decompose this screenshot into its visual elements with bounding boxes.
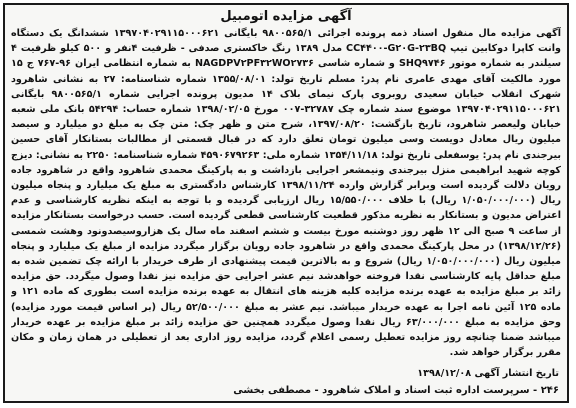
notice-body-paragraph: آگهی مزایده مال منقول اسناد ذمه پرونده اجرائی ۹۸۰۰۵۶۵/۱ بایگانی ۱۳۹۷۰۴۰۲۹۱۱۵۰۰۰۶۲۱ ششدانگ یک دستگاه وانت کاپرا دوکابین تیپ CC۴۴۰۰-G۲۰G-۲۳BQ مدل ۱۳۸۹ رنگ خاکستری صدفی - ظرفیت ۴نفر و ۵۰۰ کیلو ظرفیت ۴ سیلندر به شماره موتور SHQ۹۷۴۶ و شماره شاسی NAGDPV۲PF۳۲WO۲۷۳۶ به شماره انتظامی ایران ۹۶-۷۶۷ ج ۱۵ مورد مالکیت آقای مهدی عامری نام پدر: مسلم تاریخ تولد: ۱۳۵۵/۰۸/۰۱ شماره شناسنامه: ۲۷ به نشانی شاهرود شهرک انقلاب خیابان سعیدی روبروی پارک نیمای بلاک ۱۴ مدیون پرونده اجرایی شماره ۹۸۰۰۵۶۵/۱ بایگانی ۱۳۹۷۰۴۰۲۹۱۱۵۰۰۰۶۲۱ موضوع سند شماره چک ۳۲۷۸۷-۰۰۷ مورخ ۱۳۹۸/۰۲/۰۵ شماره حساب: ۵۴۲۹۴ بانک ملی شعبه خیابان ولیعصر شاهرود، تاریخ بازگشت: ۱۳۹۷/۰۸/۲۰، شرح متن و ظهر چک: متن چک به مبلغ دو میلیارد و سیصد میلیون ریال معادل دویست وسی میلیون تومان تعلق دارد که در قبال قسمتی از مطالبات بستانکار آقای حسین بیرجندی نام پدر: یوسفعلی تاریخ تولد: ۱۳۵۴/۱۱/۱۸ شماره ملی: ۴۵۹۰۶۷۹۲۶۳ شماره شناسنامه: ۲۲۵۰ به نشانی: دیزج کوچه شهید ابراهیمی منزل بیرجندی ونیمشعر اجرایی بازداشت و به پارکینگ محمدی شاهرود واقع در شاهرود جاده رویان دلالت گردیده است وبرابر گزارش وارده ۱۳۹۸/۱۱/۲۴ کارشناس دادگستری به مبلغ یک میلیارد و پنجاه میلیون ریال (۱/۰۵۰/۰۰۰/۰۰۰ ریال) با خلاف ۱۵/۵۵۰/۰۰۰ ریال ارزیابی گردیده و با توجه به اینکه نظریه کارشناسی و عدم اعتراض مدیون و بستانکار به نظریه مذکور قطعیت کارشناسی قطعی گردیده است. حسب درخواست بستانکار مزایده از ساعت ۹ صبح الی ۱۲ ظهر روز دوشنبه مورخ بیست و ششم اسفند ماه سال یک هزاروسیصدونود وهشت شمسی (۱۳۹۸/۱۲/۲۶) در محل پارکینگ محمدی واقع در شاهرود جاده رویان برگزار میگردد مزایده از مبلغ یک میلیارد و پنجاه میلیون ریال (۱/۰۵۰/۰۰۰/۰۰۰ ریال) شروع و به بالاترین قیمت پیشنهادی از طرف خریدار با ارائه چک تضمین شده به مبلغ حداقل پایه کارشناسی نقدا فروخته خواهدشد نیم عشر اجرایی حق مزایده نیز نقدا وصول میگردد. حق مزایده زائد بر مبلغ مزایده به عهده برنده مزایده کلیه هزینه های انتقال به عهده برنده مزایده است بطوری که ماده ۱۲۱ و ماده ۱۲۵ آئین نامه اجرا به عهده خریدار میباشد. نیم عشر به مبلغ ۵۲/۵۰۰/۰۰۰ ریال (بر اساس قیمت مورد مزایده) وحق مزایده به مبلغ ۶۳/۰۰۰/۰۰۰ ریال نقدا وصول میگردد همچنین حق مزایده زائد بر مبلغ مزایده بر عهده خریدار میباشد ضمنا چنانچه روز مزایده تعطیل رسمی اعلام گردد، مزایده روز اداری بعد از تعطیلی در همان زمان و مکان مقرر برگزار خواهد شد. [11,28,561,359]
publish-date: تاریخ انتشار آگهی ۱۳۹۸/۱۲/۰۸ [417,368,559,379]
notice-title: آگهی مزایده اتومبیل [220,9,352,24]
auction-notice [3,3,569,403]
notice-body [11,26,561,366]
notice-signature: ۲۴۶ - سرپرست اداره ثبت اسناد و املاک شاهرود - مصطفی بخشی [233,385,559,396]
